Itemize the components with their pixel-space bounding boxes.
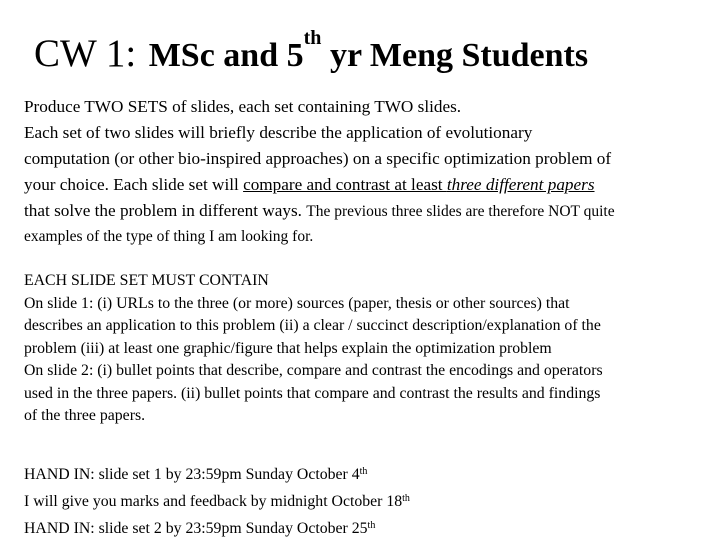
intro-note: The previous three slides are therefore NOT quite: [306, 203, 615, 220]
requirements-heading: EACH SLIDE SET MUST CONTAIN: [24, 272, 269, 289]
intro-text: your choice. Each slide set will: [24, 175, 244, 194]
intro-paragraph: [24, 94, 714, 250]
handin-section: [24, 461, 714, 542]
requirements-line: problem (iii) at least one graphic/figure that helps explain the optimization problem: [24, 339, 552, 357]
three-papers-emphasis: three different papers: [446, 175, 595, 194]
feedback-superscript: th: [402, 493, 410, 504]
slide-title: [34, 27, 714, 75]
handin-text: HAND IN: slide set 1 by 23:59pm Sunday October 4: [24, 466, 360, 483]
handin-superscript: th: [367, 520, 376, 531]
requirements-line: used in the three papers. (ii) bullet points that compare and contrast the results and findings: [24, 384, 601, 402]
handin-text: HAND IN: slide set 2 by 23:59pm Sunday October 25: [24, 520, 368, 537]
title-superscript: th: [303, 27, 322, 49]
compare-contrast-emphasis: compare and contrast at least: [243, 175, 447, 194]
intro-line: examples of the type of thing I am looking for.: [24, 228, 314, 245]
handin-superscript: th: [359, 466, 368, 477]
title-text: MSc and 5: [148, 37, 304, 74]
feedback-line: [24, 488, 714, 515]
handin-line: [24, 461, 714, 488]
intro-line: computation (or other bio-inspired approaches) on a specific optimization problem of: [24, 149, 612, 168]
intro-line: Produce TWO SETS of slides, each set containing TWO slides.: [24, 97, 462, 116]
requirements-line: describes an application to this problem (ii) a clear / succinct description/explanation of the: [24, 317, 601, 334]
intro-line: [24, 198, 714, 224]
feedback-text: I will give you marks and feedback by midnight October 18: [24, 493, 403, 510]
intro-line: [24, 172, 714, 198]
requirements-line: On slide 1: (i) URLs to the three (or more) sources (paper, thesis or other sources) that: [24, 294, 570, 312]
requirements-line: On slide 2: (i) bullet points that describe, compare and contrast the encodings and operators: [24, 362, 603, 379]
intro-line: Each set of two slides will briefly describe the application of evolutionary: [24, 123, 533, 142]
handin-line: [24, 515, 714, 542]
requirements-line: of the three papers.: [24, 407, 146, 424]
requirements-section: [24, 270, 714, 428]
title-main: [140, 27, 589, 74]
title-prefix: CW 1:: [34, 32, 137, 75]
title-suffix: yr Meng Students: [329, 37, 589, 74]
intro-text: that solve the problem in different ways.: [24, 201, 307, 220]
